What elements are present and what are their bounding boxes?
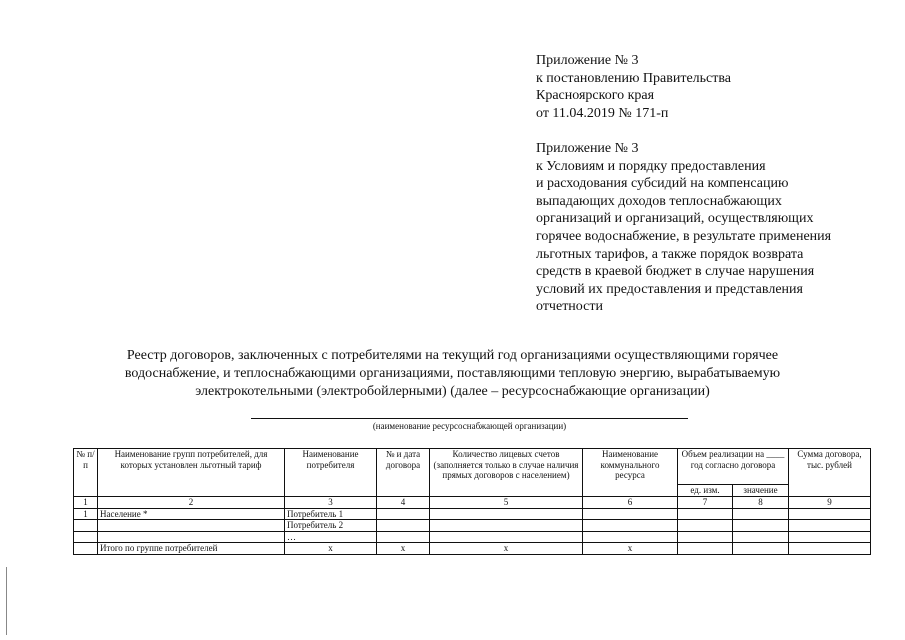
annex-line: организаций и организаций, осуществляющих [536, 211, 814, 227]
annex-line: условий их предоставления и представления [536, 281, 803, 297]
column-number: 7 [678, 496, 733, 508]
annex-line: к Условиям и порядку предоставления [536, 158, 766, 174]
annex-line: Приложение № 3 [536, 141, 639, 156]
annex-line: горячее водоснабжение, в результате применения [536, 228, 832, 244]
table-row-total [74, 543, 871, 555]
table-cell [74, 543, 98, 555]
table-cell [733, 543, 789, 555]
table-cell [74, 520, 98, 532]
table-cell [583, 531, 678, 543]
table-cell: Потребитель 1 [285, 508, 377, 520]
annex-line: Красноярского края [536, 88, 655, 104]
document-title [0, 347, 905, 401]
annex-line: Приложение № 3 [536, 53, 639, 68]
table-row [74, 520, 871, 532]
header-unit: ед. изм. [678, 485, 733, 497]
table-cell [789, 531, 871, 543]
column-number: 9 [789, 496, 871, 508]
table-cell: … [285, 531, 377, 543]
table-cell [733, 520, 789, 532]
column-number: 4 [377, 496, 430, 508]
header-value: значение [733, 485, 789, 497]
table-cell [678, 531, 733, 543]
table-cell [678, 543, 733, 555]
organization-name-caption: (наименование ресурсоснабжающей организации) [372, 421, 567, 431]
table-cell [678, 520, 733, 532]
header-number: № п/п [74, 449, 98, 497]
column-number: 3 [285, 496, 377, 508]
table-cell [733, 508, 789, 520]
table-cell [74, 531, 98, 543]
header-contract-sum: Сумма договора, тыс. рублей [789, 449, 871, 497]
header-utility-resource: Наименование коммунального ресурса [583, 449, 678, 497]
annex-line: к постановлению Правительства [536, 70, 732, 86]
table-cell: х [583, 543, 678, 555]
annex-header-conditions [536, 140, 831, 316]
table-cell [678, 508, 733, 520]
table-cell [733, 531, 789, 543]
table-cell [377, 508, 430, 520]
annex-line: выпадающих доходов теплоснабжающих [536, 193, 782, 209]
table-cell: х [285, 543, 377, 555]
annex-line: отчетности [536, 299, 603, 315]
table-cell [430, 531, 583, 543]
table-row [74, 508, 871, 520]
table-cell [789, 543, 871, 555]
table-cell [98, 520, 285, 532]
header-consumer-group: Наименование групп потребителей, для которых установлен льготный тариф [98, 449, 285, 497]
annex-header-resolution [536, 52, 731, 122]
table-cell [789, 520, 871, 532]
organization-name-line [251, 418, 688, 419]
table-cell: х [377, 543, 430, 555]
header-consumer-name: Наименование потребителя [285, 449, 377, 497]
table-cell [789, 508, 871, 520]
title-line: водоснабжение, и теплоснабжающими организациями, поставляющими тепловую энергию, вырабатываемую [124, 366, 781, 381]
scan-edge-mark [6, 567, 7, 635]
table-cell [430, 508, 583, 520]
annex-line: средств в краевой бюджет в случае нарушения [536, 264, 815, 280]
table-cell: Потребитель 2 [285, 520, 377, 532]
table-cell [583, 520, 678, 532]
table-cell: Итого по группе потребителей [98, 543, 285, 555]
column-number: 6 [583, 496, 678, 508]
title-line: электрокотельными (электробойлерными) (далее – ресурсоснабжающие организации) [195, 384, 710, 399]
table-cell: Население * [98, 508, 285, 520]
header-sales-volume: Объем реализации на ____ год согласно договора [678, 449, 789, 485]
table-cell [98, 531, 285, 543]
table-cell: 1 [74, 508, 98, 520]
table-cell [377, 531, 430, 543]
table-cell [430, 520, 583, 532]
column-number: 8 [733, 496, 789, 508]
table-cell [583, 508, 678, 520]
header-contract: № и дата договора [377, 449, 430, 497]
header-accounts-count: Количество лицевых счетов (заполняется только в случае наличия прямых договоров с населением) [430, 449, 583, 497]
annex-line: от 11.04.2019 № 171-п [536, 105, 669, 121]
contracts-registry-table [73, 448, 871, 555]
title-line: Реестр договоров, заключенных с потребителями на текущий год организациями осуществляющими горячее [126, 348, 779, 363]
annex-line: льготных тарифов, а также порядок возврата [536, 246, 804, 262]
column-number: 5 [430, 496, 583, 508]
table-cell [377, 520, 430, 532]
column-number: 1 [74, 496, 98, 508]
annex-line: и расходования субсидий на компенсацию [536, 176, 789, 192]
table-cell: х [430, 543, 583, 555]
column-number: 2 [98, 496, 285, 508]
table-row [74, 531, 871, 543]
column-numbers-row [74, 496, 871, 508]
